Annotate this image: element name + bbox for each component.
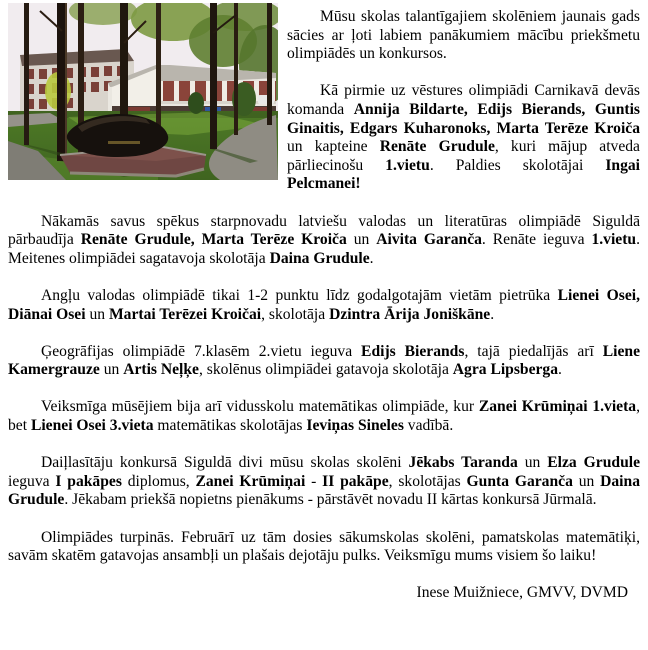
text-run: vadībā. <box>403 417 454 435</box>
text-run: un kapteine <box>287 138 380 156</box>
bold-text-run: Daina Grudule <box>8 472 640 509</box>
text-run: . <box>490 305 495 323</box>
text-run: un <box>99 361 124 379</box>
text-run: , skolotāja <box>261 305 330 323</box>
text-run: , tajā piedalījās arī <box>464 342 603 360</box>
paragraph <box>8 213 640 269</box>
text-run: diplomus, <box>121 472 196 490</box>
signature: Inese Muižniece, GMVV, DVMD <box>416 584 628 602</box>
bold-text-run: Elza Grudule <box>547 454 640 472</box>
bold-text-run: Annija Bildarte, Edijs Bierands, Guntis Ginaitis, Edgars Kuharonoks, Marta Terēze Kroiča <box>287 100 640 137</box>
bold-text-run: Martai Terēzei Kroičai <box>108 305 262 323</box>
bold-text-run: Zanei Krūmiņai 1.vieta <box>478 398 637 416</box>
text-run: Veiksmīga mūsējiem bija arī vidusskolu matemātikas olimpiāde, kur <box>41 398 479 416</box>
paragraph <box>8 343 640 380</box>
text-run: un <box>572 472 601 490</box>
text-run: . Meitenes olimpiādei sagatavoja skolotāja <box>8 231 640 267</box>
text-run: . <box>369 249 374 267</box>
text-run: Kā pirmie uz vēstures olimpiādi Carnikavā devās komanda <box>287 82 640 118</box>
paragraph <box>8 398 640 435</box>
text-run: . Renāte ieguva <box>481 231 592 249</box>
bold-text-run: Ieviņas Sineles <box>306 417 404 435</box>
text-run: . Paldies skolotājai <box>429 156 606 174</box>
bold-text-run: Lienei Osei, Diānai Osei <box>8 286 640 323</box>
bold-text-run: Ingai Pelcmanei! <box>287 156 640 193</box>
text-run: Nākamās savus spēkus starpnovadu latviešu valodas un literatūras olimpiādē Siguldā pārbaudīja <box>8 212 640 249</box>
text-run: un <box>346 231 377 249</box>
text-run: Daiļlasītāju konkursā Siguldā divi mūsu skolas skolēni <box>41 454 409 472</box>
text-run: un <box>85 305 109 323</box>
bold-text-run: 1.vietu <box>385 156 430 174</box>
text-run: , kuri mājup atveda pārliecinošu <box>287 138 640 174</box>
bold-text-run: Edijs Bierands <box>361 342 465 360</box>
bold-text-run: Daina Grudule <box>269 249 370 267</box>
text-run: - <box>305 472 323 490</box>
text-run: Ģeogrāfijas olimpiādē 7.klasēm 2.vietu ieguva <box>41 342 362 360</box>
bold-text-run: Dzintra Ārija Joniškāne <box>329 305 491 323</box>
bold-text-run: 1.vietu <box>591 231 637 249</box>
text-run: , bet <box>8 398 640 435</box>
bold-text-run: Aivita Garanča <box>376 231 482 249</box>
paragraph <box>8 454 640 510</box>
bold-text-run: Zanei Krūmiņai <box>195 472 306 490</box>
text-run: Mūsu skolas talantīgajiem skolēniem jaunais gads sācies ar ļoti labiem panākumiem mācību priekšmetu olimpiādēs un konkursos. <box>287 8 640 63</box>
school-photo-illustration <box>8 3 278 180</box>
bold-text-run: Jēkabs Taranda <box>408 454 518 472</box>
bold-text-run: I pakāpes <box>55 472 122 490</box>
bold-text-run: Agra Lipsberga <box>452 361 559 379</box>
text-run: ieguva <box>8 472 56 490</box>
text-run: Angļu valodas olimpiādē tikai 1-2 punktu līdz godalgotajām vietām pietrūka <box>41 286 558 304</box>
bold-text-run: II pakāpe <box>322 472 389 490</box>
bold-text-run: Renāte Grudule, Marta Terēze Kroiča <box>80 231 347 249</box>
text-run: . Jēkabam priekšā nopietns pienākums - pārstāvēt novadu II kārtas konkursā Jūrmalā. <box>64 491 597 509</box>
text-run: , skolotājas <box>388 472 467 490</box>
text-run: . <box>558 361 562 379</box>
paragraph <box>8 529 640 566</box>
text-run: matemātikas skolotājas <box>153 417 307 435</box>
text-run: Olimpiādes turpinās. Februārī uz tām dosies sākumskolas skolēni, pamatskolas matemātiķi, savām skatēm gatavojas ansambļi un plašais dejotāju pulks. Veiksmīgu mums visiem šo laiku! <box>8 528 640 565</box>
text-run: un <box>517 454 548 472</box>
paragraph <box>8 287 640 324</box>
bold-text-run: Lienei Osei 3.vieta <box>30 417 154 435</box>
school-building-photo <box>8 3 278 180</box>
bold-text-run: Gunta Garanča <box>466 472 573 490</box>
bold-text-run: Artis Neļķe <box>123 361 199 379</box>
bold-text-run: Renāte Grudule <box>379 138 495 156</box>
text-run: , skolēnus olimpiādei gatavoja skolotāja <box>198 361 453 379</box>
bold-text-run: Liene Kamergrauze <box>8 342 641 379</box>
